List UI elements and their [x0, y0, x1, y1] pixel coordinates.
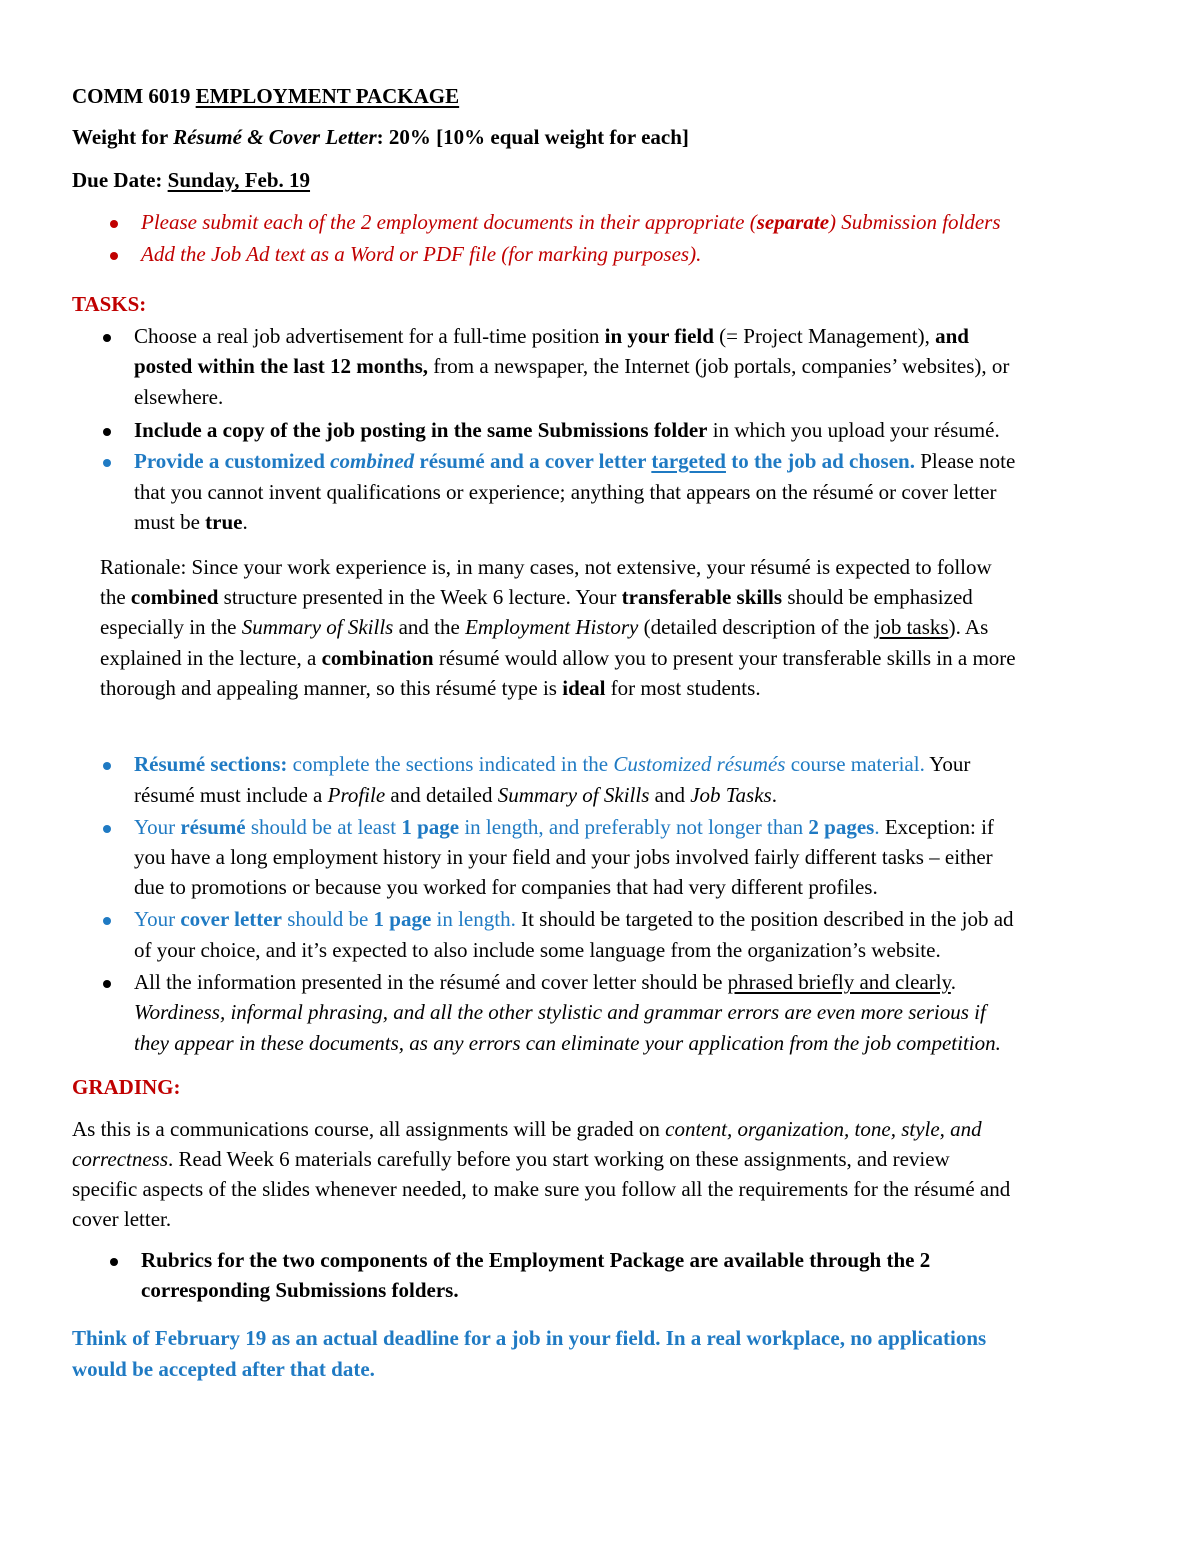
- req-3-line-2: of your choice, and it’s expected to also include some language from the organization’s website.: [134, 938, 941, 962]
- task-3-line-3: must be true.: [134, 510, 248, 534]
- rationale-line-3: especially in the Summary of Skills and the Employment History (detailed description of the job tasks). As: [100, 615, 989, 639]
- req-1-line-2: résumé must include a Profile and detailed Summary of Skills and Job Tasks.: [134, 783, 777, 807]
- doc-title: [72, 86, 459, 107]
- req-4-line-1: All the information presented in the résumé and cover letter should be phrased briefly and clearly.: [134, 970, 957, 994]
- rationale-line-5: thorough and appealing manner, so this résumé type is ideal for most students.: [100, 676, 761, 700]
- bullet-icon: [103, 762, 111, 770]
- weight-docs: Résumé & Cover Letter: [173, 125, 377, 149]
- bullet-icon: [110, 220, 118, 228]
- rationale-line-4: explained in the lecture, a combination résumé would allow you to present your transferable skills in a more: [100, 646, 1016, 670]
- req-2-line-3: due to promotions or because you worked for companies that had very different profiles.: [134, 875, 878, 899]
- bullet-icon: [103, 917, 111, 925]
- weight-line: Weight for Résumé & Cover Letter: 20% [10% equal weight for each]: [72, 125, 689, 149]
- bullet-icon: [103, 428, 111, 436]
- req-3-line-1: Your cover letter should be 1 page in length. It should be targeted to the position described in the job ad: [134, 907, 1014, 931]
- task-3-line-1: Provide a customized combined résumé and a cover letter targeted to the job ad chosen. Please note: [134, 449, 1016, 473]
- bullet-icon: [103, 334, 111, 342]
- package-title: EMPLOYMENT PACKAGE: [195, 84, 460, 108]
- task-1-line-1: Choose a real job advertisement for a full-time position in your field (= Project Management), and: [134, 324, 969, 348]
- grading-line-3: specific aspects of the slides whenever needed, to make sure you follow all the requirements for the résumé and: [72, 1177, 1011, 1201]
- due-date-line: Due Date: Sunday, Feb. 19: [72, 168, 311, 192]
- bullet-icon: [110, 252, 118, 260]
- req-4-line-3: they appear in these documents, as any errors can eliminate your application from the job competition.: [134, 1031, 1001, 1055]
- due-date-value: Sunday, Feb. 19: [167, 168, 311, 192]
- course-code: COMM 6019: [72, 84, 191, 108]
- req-2-line-1: Your résumé should be at least 1 page in length, and preferably not longer than 2 pages. Exception: if: [134, 815, 994, 839]
- bullet-icon: [103, 980, 111, 988]
- bullet-icon: [103, 825, 111, 833]
- rationale-line-2: the combined structure presented in the Week 6 lecture. Your transferable skills should be emphasized: [100, 585, 973, 609]
- bullet-icon: [103, 459, 111, 467]
- rationale-line-1: Rationale: Since your work experience is, in many cases, not extensive, your résumé is expected to follow: [100, 555, 992, 579]
- task-1-line-2: posted within the last 12 months, from a newspaper, the Internet (job portals, companies’ websites), or: [134, 354, 1010, 378]
- rubric-line-1: Rubrics for the two components of the Employment Package are available through the 2: [141, 1248, 931, 1272]
- req-4-line-2: Wordiness, informal phrasing, and all the other stylistic and grammar errors are even more serious if: [134, 1000, 986, 1024]
- task-1-line-3: elsewhere.: [134, 385, 224, 409]
- bullet-icon: [110, 1258, 118, 1266]
- grading-line-1: As this is a communications course, all assignments will be graded on content, organization, tone, style, and: [72, 1117, 982, 1141]
- grading-line-2: correctness. Read Week 6 materials carefully before you start working on these assignments, and review: [72, 1147, 950, 1171]
- task-3-line-2: that you cannot invent qualifications or experience; anything that appears on the résumé or cover letter: [134, 480, 997, 504]
- submit-note-2: Add the Job Ad text as a Word or PDF file (for marking purposes).: [141, 242, 702, 266]
- task-2-line-1: Include a copy of the job posting in the same Submissions folder in which you upload your résumé.: [134, 418, 1000, 442]
- grading-line-4: cover letter.: [72, 1207, 172, 1231]
- grading-heading: GRADING:: [72, 1075, 181, 1099]
- closing-line-1: Think of February 19 as an actual deadline for a job in your field. In a real workplace, no applications: [72, 1326, 987, 1350]
- rubric-line-2: corresponding Submissions folders.: [141, 1278, 459, 1302]
- submit-note-1: Please submit each of the 2 employment documents in their appropriate (separate) Submission folders: [141, 210, 1001, 234]
- tasks-heading: TASKS:: [72, 292, 147, 316]
- req-2-line-2: you have a long employment history in your field and your jobs involved fairly different tasks – either: [134, 845, 993, 869]
- closing-line-2: would be accepted after that date.: [72, 1357, 375, 1381]
- req-1-line-1: Résumé sections: complete the sections indicated in the Customized résumés course material. Your: [134, 752, 971, 776]
